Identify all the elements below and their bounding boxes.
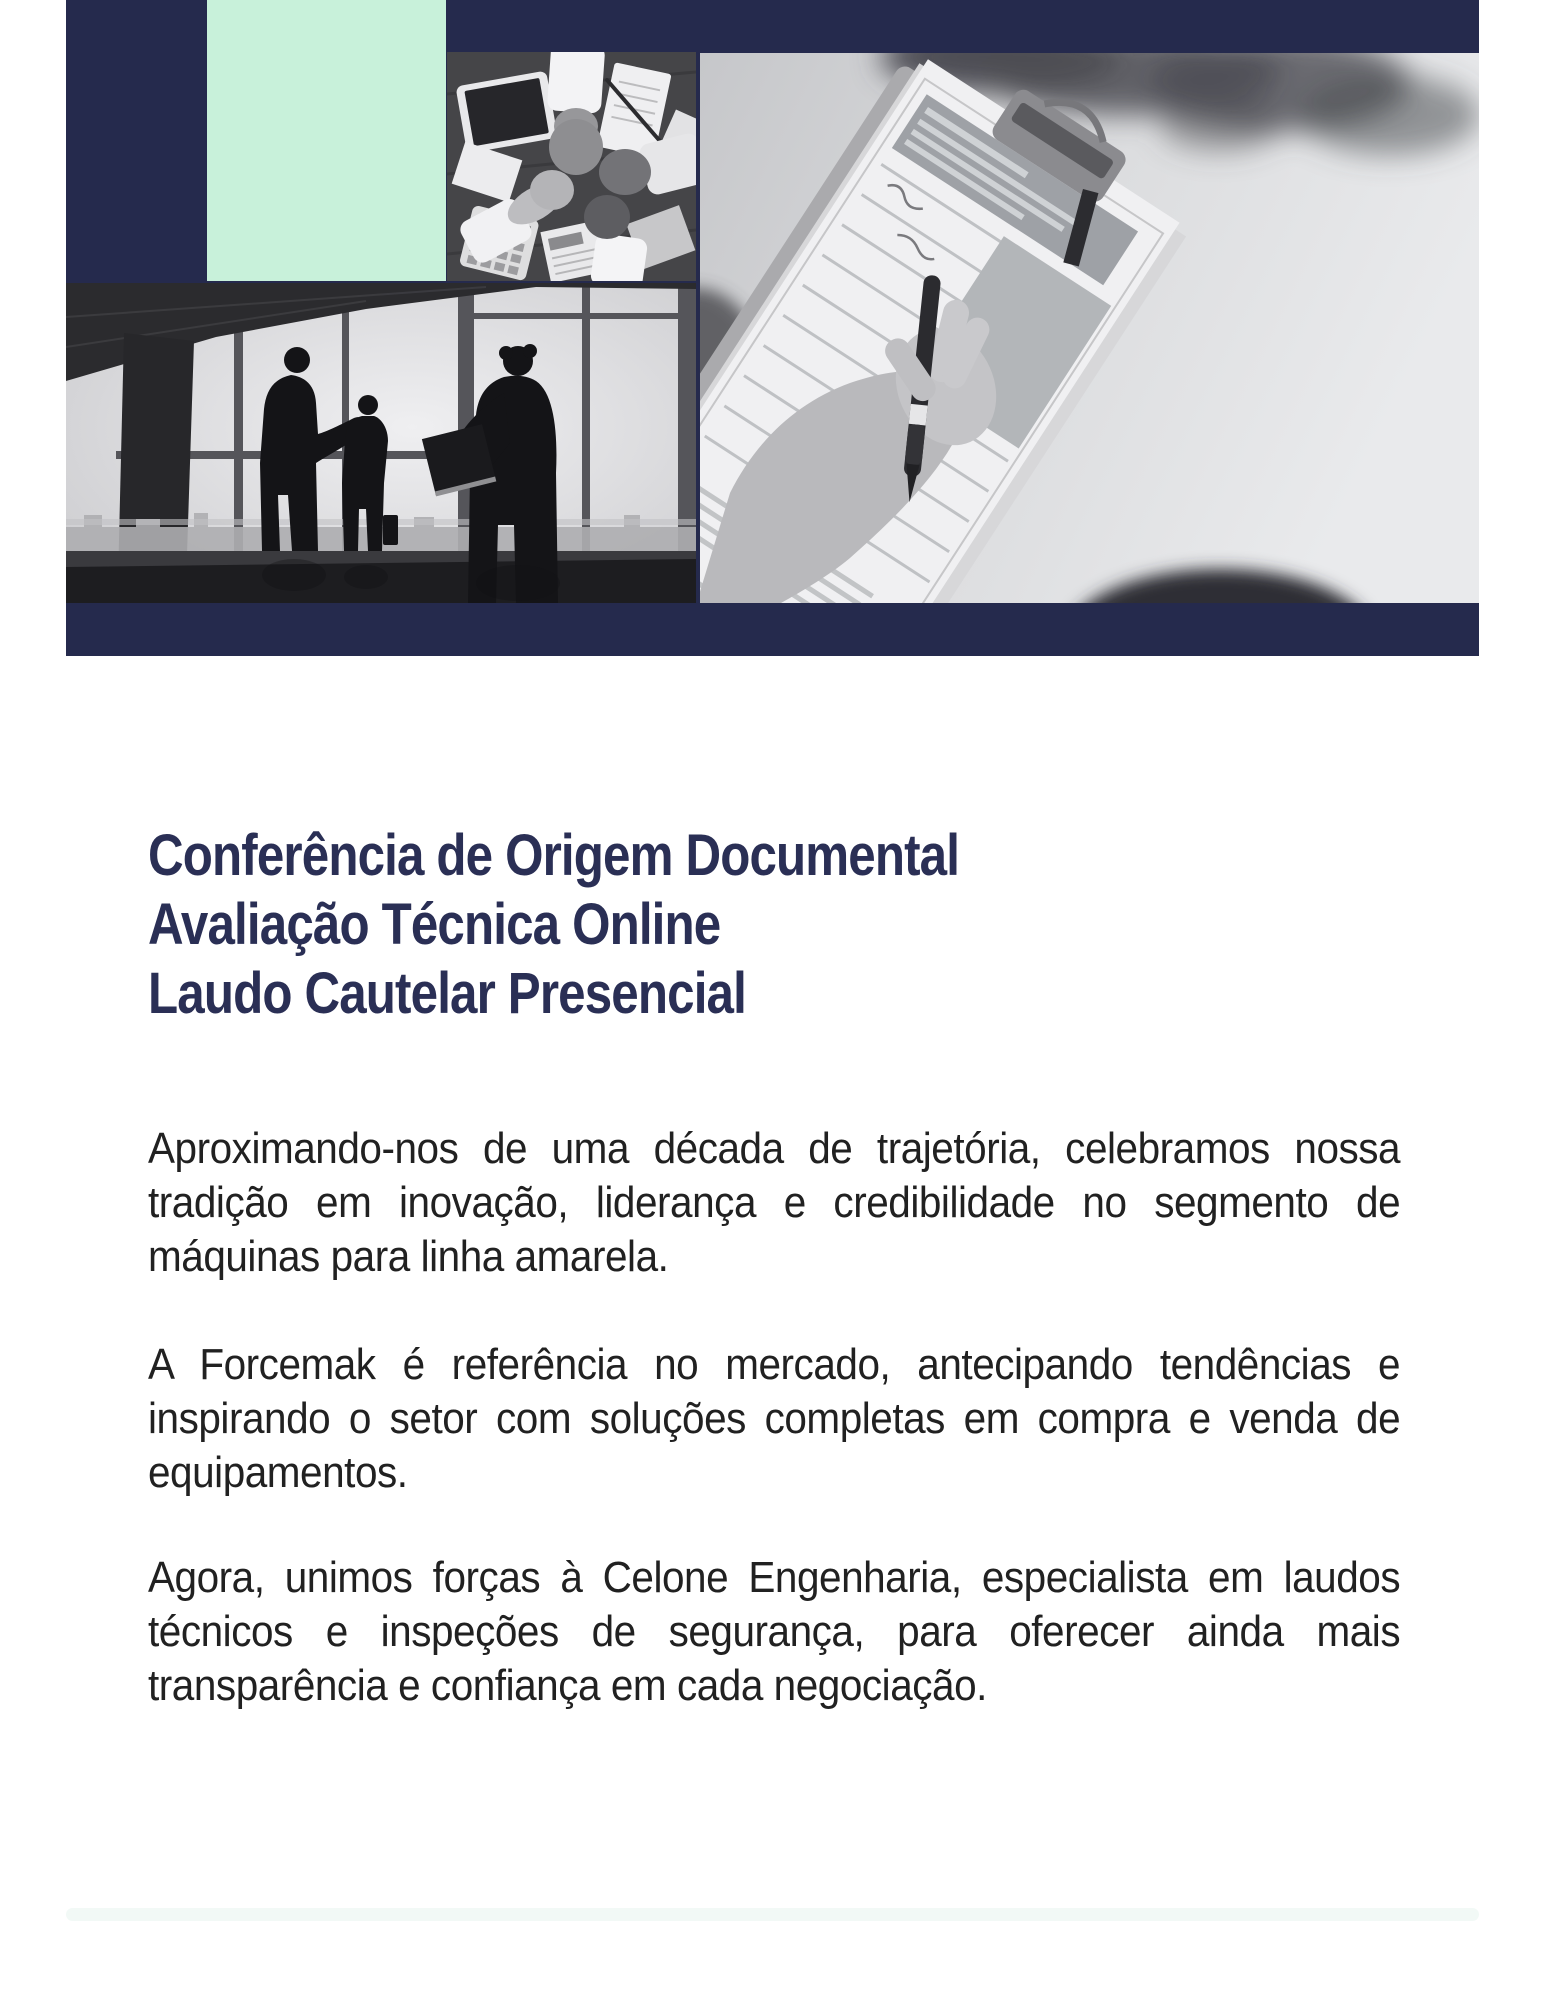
paragraph-line: máquinas para linha amarela. <box>148 1232 669 1281</box>
body-paragraph <box>148 1338 1400 1500</box>
header-collage <box>66 0 1479 656</box>
page-title-line: Conferência de Origem Documental <box>148 823 960 888</box>
page-title-line: Laudo Cautelar Presencial <box>148 961 746 1026</box>
paragraph-line: transparência e confiança em cada negociação. <box>148 1661 987 1710</box>
body-paragraph <box>148 1122 1400 1284</box>
paragraph-line: tradição em inovação, liderança e credibilidade no segmento de <box>148 1178 1401 1227</box>
paragraph-line: inspirando o setor com soluções completas em compra e venda de <box>148 1394 1401 1443</box>
office-silhouettes-photo <box>66 283 696 603</box>
paragraph-line: Aproximando-nos de uma década de trajetória, celebramos nossa <box>148 1124 1401 1173</box>
body-paragraph <box>148 1551 1400 1713</box>
page-title <box>148 821 959 1028</box>
paragraph-line: Agora, unimos forças à Celone Engenharia, especialista em laudos <box>148 1553 1401 1602</box>
paragraph-line: técnicos e inspeções de segurança, para oferecer ainda mais <box>148 1607 1401 1656</box>
paragraph-line: A Forcemak é referência no mercado, antecipando tendências e <box>148 1340 1401 1389</box>
footer-accent-bar <box>66 1908 1479 1921</box>
mint-accent-block <box>207 0 446 281</box>
fist-bump-photo <box>447 52 696 281</box>
page-title-line: Avaliação Técnica Online <box>148 892 721 957</box>
clipboard-form-photo <box>700 53 1479 603</box>
paragraph-line: equipamentos. <box>148 1448 408 1497</box>
